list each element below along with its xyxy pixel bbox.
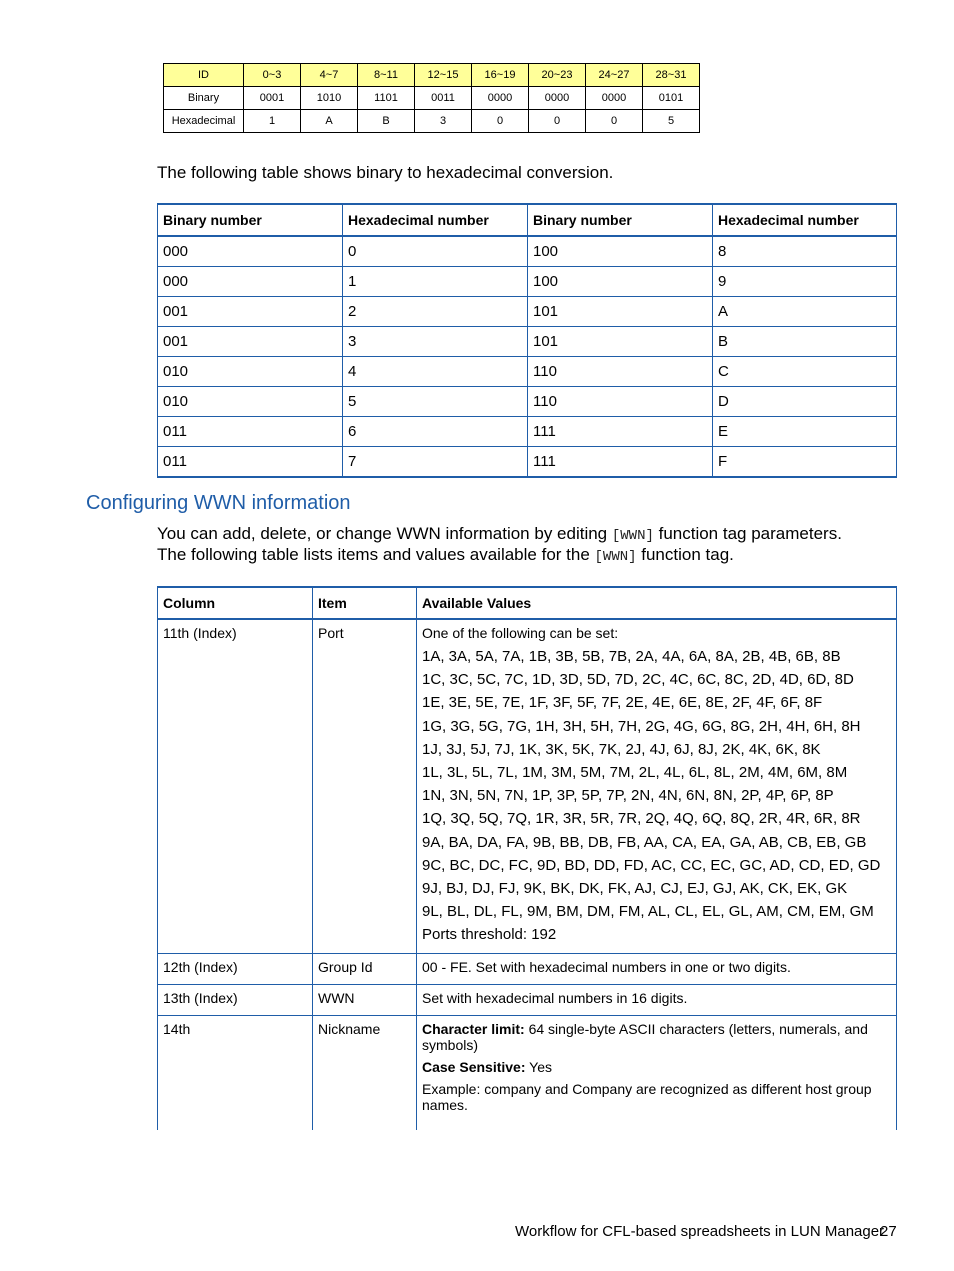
- id-table-cell: 0: [472, 110, 529, 133]
- wwn-row-port: [158, 619, 897, 953]
- table-cell: 5: [343, 387, 528, 417]
- wwn-row-nickname: [158, 1015, 897, 1130]
- conversion-body: [158, 236, 897, 477]
- cell-value: Set with hexadecimal numbers in 16 digits.: [417, 984, 897, 1015]
- table-cell: 100: [528, 267, 713, 297]
- cell-column: 11th (Index): [158, 619, 313, 953]
- id-table-cell: 0011: [415, 87, 472, 110]
- table-cell: B: [713, 327, 897, 357]
- table-cell: 101: [528, 327, 713, 357]
- table-cell: E: [713, 417, 897, 447]
- id-table-cell: 3: [415, 110, 472, 133]
- port-list-line: Ports threshold: 192: [422, 926, 557, 944]
- footer-title: Workflow for CFL-based spreadsheets in LUN Manager: [515, 1223, 885, 1240]
- port-list-line: 9C, BC, DC, FC, 9D, BD, DD, FD, AC, CC, EC, GC, AD, CD, ED, GD: [422, 856, 881, 874]
- nickname-example: Example: company and Company are recognized as different host group names.: [422, 1080, 872, 1113]
- wwn-header-values: Available Values: [417, 587, 897, 619]
- conversion-header: Hexadecimal number: [343, 204, 528, 236]
- intro-paragraph: The following table shows binary to hexadecimal conversion.: [157, 163, 614, 182]
- port-list-line: 1C, 3C, 5C, 7C, 1D, 3D, 5D, 7D, 2C, 4C, 6C, 8C, 2D, 4D, 6D, 8D: [422, 671, 854, 689]
- table-row: [158, 297, 897, 327]
- id-table-cell: 12~15: [415, 64, 472, 87]
- table-cell: 100: [528, 236, 713, 267]
- table-cell: 011: [158, 417, 343, 447]
- table-cell: F: [713, 447, 897, 478]
- id-table-cell: 24~27: [586, 64, 643, 87]
- id-table-row: [164, 64, 700, 87]
- case-label: Case Sensitive:: [422, 1058, 526, 1075]
- table-cell: 110: [528, 357, 713, 387]
- page-number: 27: [880, 1223, 897, 1240]
- id-table-cell: 0000: [472, 87, 529, 110]
- port-list-line: 1Q, 3Q, 5Q, 7Q, 1R, 3R, 5R, 7R, 2Q, 4Q, 6Q, 8Q, 2R, 4R, 6R, 8R: [422, 810, 861, 828]
- table-cell: 011: [158, 447, 343, 478]
- id-table-cell: B: [358, 110, 415, 133]
- table-cell: 7: [343, 447, 528, 478]
- table-row: [158, 447, 897, 478]
- id-table-cell: Binary: [164, 87, 244, 110]
- table-cell: 4: [343, 357, 528, 387]
- cell-item: Group Id: [313, 953, 417, 984]
- table-row: [158, 327, 897, 357]
- cell-item: Nickname: [313, 1015, 417, 1130]
- id-table-cell: Hexadecimal: [164, 110, 244, 133]
- table-cell: 1: [343, 267, 528, 297]
- cell-nickname-values: [417, 1015, 897, 1130]
- char-limit-value: 64 single-byte ASCII characters (letters, numerals, and symbols): [422, 1020, 868, 1053]
- cell-item: Port: [313, 619, 417, 953]
- table-cell: 001: [158, 297, 343, 327]
- table-cell: 000: [158, 267, 343, 297]
- port-list-line: 1G, 3G, 5G, 7G, 1H, 3H, 5H, 7H, 2G, 4G, 6G, 8G, 2H, 4H, 6H, 8H: [422, 717, 861, 735]
- id-table-cell: 1010: [301, 87, 358, 110]
- table-cell: C: [713, 357, 897, 387]
- char-limit-label: Character limit:: [422, 1020, 525, 1037]
- port-list-line: 1E, 3E, 5E, 7E, 1F, 3F, 5F, 7F, 2E, 4E, 6E, 8E, 2F, 4F, 6F, 8F: [422, 694, 823, 712]
- table-cell: 2: [343, 297, 528, 327]
- char-limit: [422, 1021, 891, 1053]
- table-cell: 111: [528, 417, 713, 447]
- para-text: You can add, delete, or change WWN information by editing: [157, 524, 612, 543]
- id-table-cell: 0101: [643, 87, 700, 110]
- cell-value: 00 - FE. Set with hexadecimal numbers in one or two digits.: [417, 953, 897, 984]
- id-bit-table: [163, 63, 700, 133]
- conversion-header: Binary number: [158, 204, 343, 236]
- id-table-cell: 0000: [529, 87, 586, 110]
- conversion-header-row: [158, 204, 897, 236]
- port-list-line: 1A, 3A, 5A, 7A, 1B, 3B, 5B, 7B, 2A, 4A, 6A, 8A, 2B, 4B, 6B, 8B: [422, 648, 841, 665]
- port-list-line: 1L, 3L, 5L, 7L, 1M, 3M, 5M, 7M, 2L, 4L, 6L, 8L, 2M, 4M, 6M, 8M: [422, 764, 848, 782]
- port-intro: One of the following can be set:: [422, 625, 619, 641]
- id-table-cell: ID: [164, 64, 244, 87]
- table-cell: 0: [343, 236, 528, 267]
- table-cell: 111: [528, 447, 713, 478]
- wwn-row-group: [158, 953, 897, 984]
- table-cell: 000: [158, 236, 343, 267]
- wwn-code: [WWN]: [611, 528, 654, 544]
- id-table-cell: 0001: [244, 87, 301, 110]
- id-table-cell: 20~23: [529, 64, 586, 87]
- section-heading: Configuring WWN information: [86, 492, 351, 514]
- wwn-row-wwn: [158, 984, 897, 1015]
- id-table-cell: 0~3: [244, 64, 301, 87]
- wwn-function-tag-table: [157, 586, 897, 1130]
- id-table-row: [164, 110, 700, 133]
- para-text: function tag.: [636, 545, 734, 564]
- port-list-line: 9A, BA, DA, FA, 9B, BB, DB, FB, AA, CA, EA, GA, AB, CB, EB, GB: [422, 833, 867, 851]
- id-table-cell: 0000: [586, 87, 643, 110]
- cell-item: WWN: [313, 984, 417, 1015]
- port-list-line: 1N, 3N, 5N, 7N, 1P, 3P, 5P, 7P, 2N, 4N, 6N, 8N, 2P, 4P, 6P, 8P: [422, 787, 834, 805]
- cell-port-values: [417, 619, 897, 953]
- table-cell: 110: [528, 387, 713, 417]
- conversion-header: Binary number: [528, 204, 713, 236]
- table-cell: 6: [343, 417, 528, 447]
- id-bit-table-body: [164, 64, 700, 133]
- table-cell: A: [713, 297, 897, 327]
- table-cell: 9: [713, 267, 897, 297]
- para-text: function tag parameters.: [653, 524, 842, 543]
- table-cell: 001: [158, 327, 343, 357]
- cell-column: 13th (Index): [158, 984, 313, 1015]
- table-row: [158, 387, 897, 417]
- port-list-line: 9J, BJ, DJ, FJ, 9K, BK, DK, FK, AJ, CJ, EJ, GJ, AK, CK, EK, GK: [422, 880, 848, 898]
- wwn-header-column: Column: [158, 587, 313, 619]
- id-table-row: [164, 87, 700, 110]
- wwn-header-row: [158, 587, 897, 619]
- id-table-cell: 8~11: [358, 64, 415, 87]
- port-list-line: 1J, 3J, 5J, 7J, 1K, 3K, 5K, 7K, 2J, 4J, 6J, 8J, 2K, 4K, 6K, 8K: [422, 740, 821, 758]
- id-table-cell: 4~7: [301, 64, 358, 87]
- table-cell: 010: [158, 387, 343, 417]
- table-row: [158, 357, 897, 387]
- id-table-cell: 28~31: [643, 64, 700, 87]
- conversion-header: Hexadecimal number: [713, 204, 897, 236]
- id-table-cell: 0: [586, 110, 643, 133]
- table-cell: 3: [343, 327, 528, 357]
- table-cell: 8: [713, 236, 897, 267]
- wwn-header-item: Item: [313, 587, 417, 619]
- cell-column: 14th: [158, 1015, 313, 1130]
- table-cell: 010: [158, 357, 343, 387]
- id-table-cell: 0: [529, 110, 586, 133]
- cell-column: 12th (Index): [158, 953, 313, 984]
- id-table-cell: A: [301, 110, 358, 133]
- id-table-cell: 1: [244, 110, 301, 133]
- id-table-cell: 1101: [358, 87, 415, 110]
- port-list: [422, 645, 891, 947]
- table-row: [158, 267, 897, 297]
- id-table-cell: 5: [643, 110, 700, 133]
- table-cell: D: [713, 387, 897, 417]
- case-value: Yes: [525, 1058, 552, 1075]
- wwn-code: [WWN]: [594, 549, 637, 565]
- para-text: The following table lists items and values available for the: [157, 545, 595, 564]
- table-row: [158, 417, 897, 447]
- port-list-line: 9L, BL, DL, FL, 9M, BM, DM, FM, AL, CL, EL, GL, AM, CM, EM, GM: [422, 903, 874, 921]
- case-sensitive: [422, 1059, 891, 1075]
- table-cell: 101: [528, 297, 713, 327]
- id-table-cell: 16~19: [472, 64, 529, 87]
- binary-hex-conversion-table: [157, 203, 897, 478]
- section-paragraph-2: [157, 544, 734, 568]
- table-row: [158, 236, 897, 267]
